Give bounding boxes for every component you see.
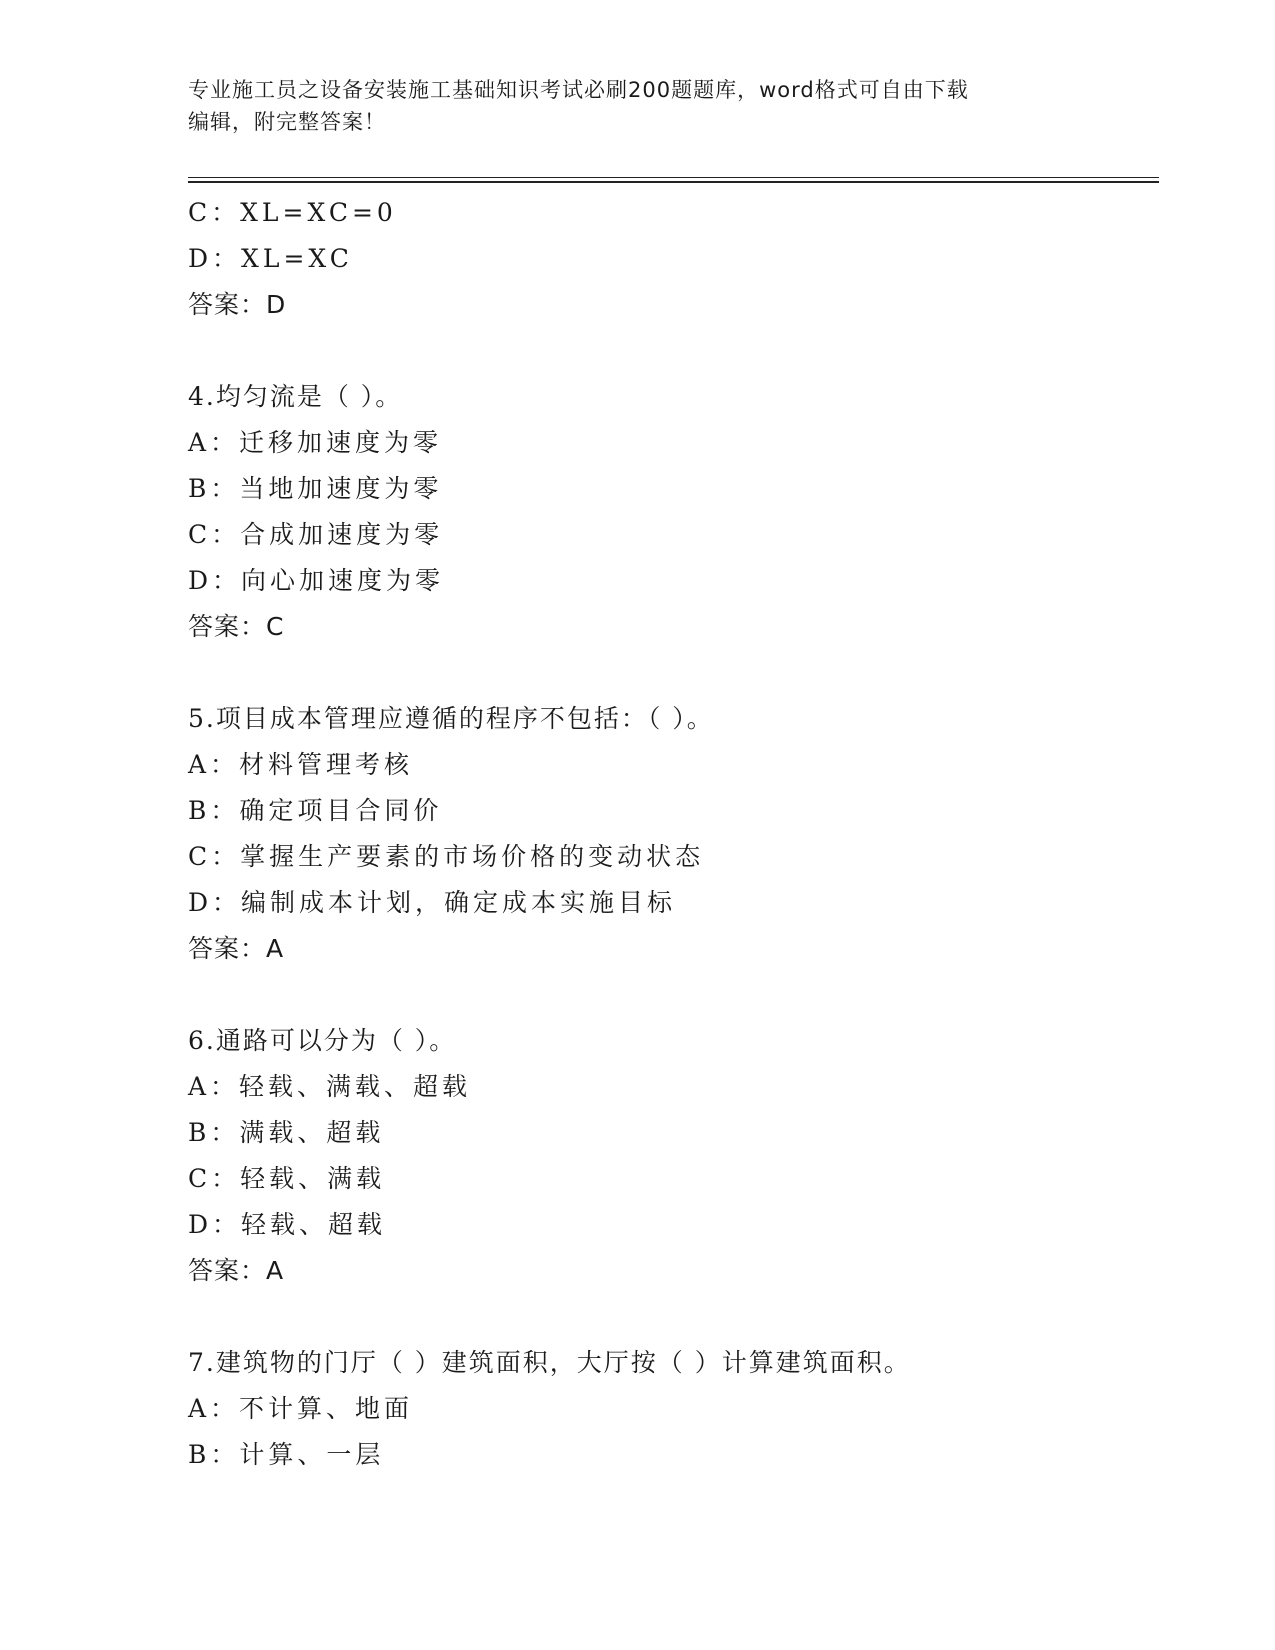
question-block bbox=[188, 696, 1188, 972]
question-block bbox=[188, 374, 1188, 650]
answer: 答案：A bbox=[188, 1256, 285, 1285]
spacer bbox=[188, 650, 1188, 696]
answer: 答案：C bbox=[188, 612, 285, 641]
option-c: C：轻载、满载 bbox=[188, 1164, 386, 1193]
answer: 答案：A bbox=[188, 934, 285, 963]
spacer bbox=[188, 328, 1188, 374]
question-text: 6.通路可以分为（ ）。 bbox=[188, 1026, 457, 1055]
option-d: D：XL=XC bbox=[188, 244, 353, 273]
option-b: B：确定项目合同价 bbox=[188, 796, 443, 825]
question-block bbox=[188, 190, 1188, 328]
question-list bbox=[188, 190, 1188, 1478]
header-rule-thick bbox=[188, 181, 1159, 183]
option-c: C：掌握生产要素的市场价格的变动状态 bbox=[188, 842, 705, 871]
option-a: A：迁移加速度为零 bbox=[188, 428, 443, 457]
question-block bbox=[188, 1340, 1188, 1478]
question-text: 4.均匀流是（ ）。 bbox=[188, 382, 403, 411]
option-b: B：计算、一层 bbox=[188, 1440, 385, 1469]
option-a: A：不计算、地面 bbox=[188, 1394, 414, 1423]
header-rule-thin bbox=[188, 177, 1159, 178]
answer: 答案：D bbox=[188, 290, 287, 319]
document-title bbox=[188, 74, 1088, 138]
question-text: 5.项目成本管理应遵循的程序不包括：（ ）。 bbox=[188, 704, 714, 733]
spacer bbox=[188, 1294, 1188, 1340]
option-a: A：轻载、满载、超载 bbox=[188, 1072, 472, 1101]
option-d: D：轻载、超载 bbox=[188, 1210, 387, 1239]
option-d: D：向心加速度为零 bbox=[188, 566, 445, 595]
spacer bbox=[188, 972, 1188, 1018]
option-b: B：满载、超载 bbox=[188, 1118, 385, 1147]
question-text: 7.建筑物的门厅（ ）建筑面积，大厅按（ ）计算建筑面积。 bbox=[188, 1348, 911, 1377]
option-c: C：合成加速度为零 bbox=[188, 520, 444, 549]
option-d: D：编制成本计划，确定成本实施目标 bbox=[188, 888, 677, 917]
option-c: C：XL=XC=0 bbox=[188, 198, 397, 227]
title-line-1: 专业施工员之设备安装施工基础知识考试必刷200题题库，word格式可自由下载 bbox=[188, 78, 969, 102]
title-line-2: 编辑，附完整答案！ bbox=[188, 110, 386, 134]
option-a: A：材料管理考核 bbox=[188, 750, 414, 779]
option-b: B：当地加速度为零 bbox=[188, 474, 443, 503]
question-block bbox=[188, 1018, 1188, 1294]
